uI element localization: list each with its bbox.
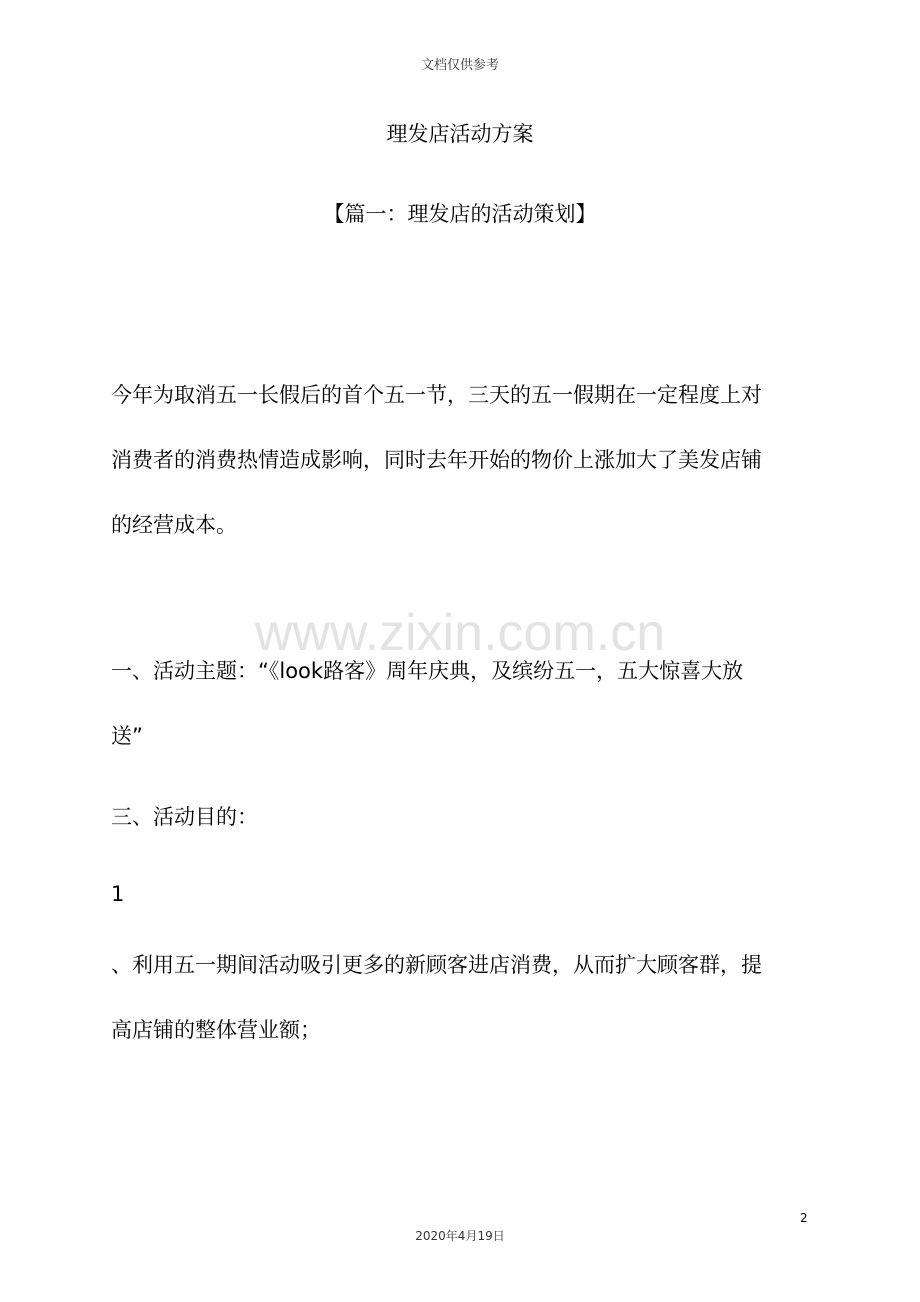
paragraph-line: 的经营成本。 [111,513,237,537]
item-number: 1 [111,882,125,906]
header-note: 文档仅供参考 [420,58,499,73]
item-line: 、利用五一期间活动吸引更多的新顾客进店消费，从而扩大顾客群，提 [111,953,762,977]
theme-line: 一、活动主题：“《look路客》周年庆典，及缤纷五一，五大惊喜大放 [111,659,744,683]
page-number: 2 [800,1211,808,1225]
footer-date: 2020年4月19日 [415,1229,505,1243]
document-title: 理发店活动方案 [386,122,534,146]
watermark-text: www.zixin.com.cn [254,604,666,662]
section-heading: 三、活动目的： [111,805,258,829]
theme-line: 送” [111,724,143,748]
paragraph-line: 今年为取消五一长假后的首个五一节，三天的五一假期在一定程度上对 [111,383,762,407]
item-line: 高店铺的整体营业额； [111,1018,321,1042]
document-subtitle: 【篇一：理发店的活动策划】 [323,202,597,226]
paragraph-line: 消费者的消费热情造成影响，同时去年开始的物价上涨加大了美发店铺 [111,448,762,472]
